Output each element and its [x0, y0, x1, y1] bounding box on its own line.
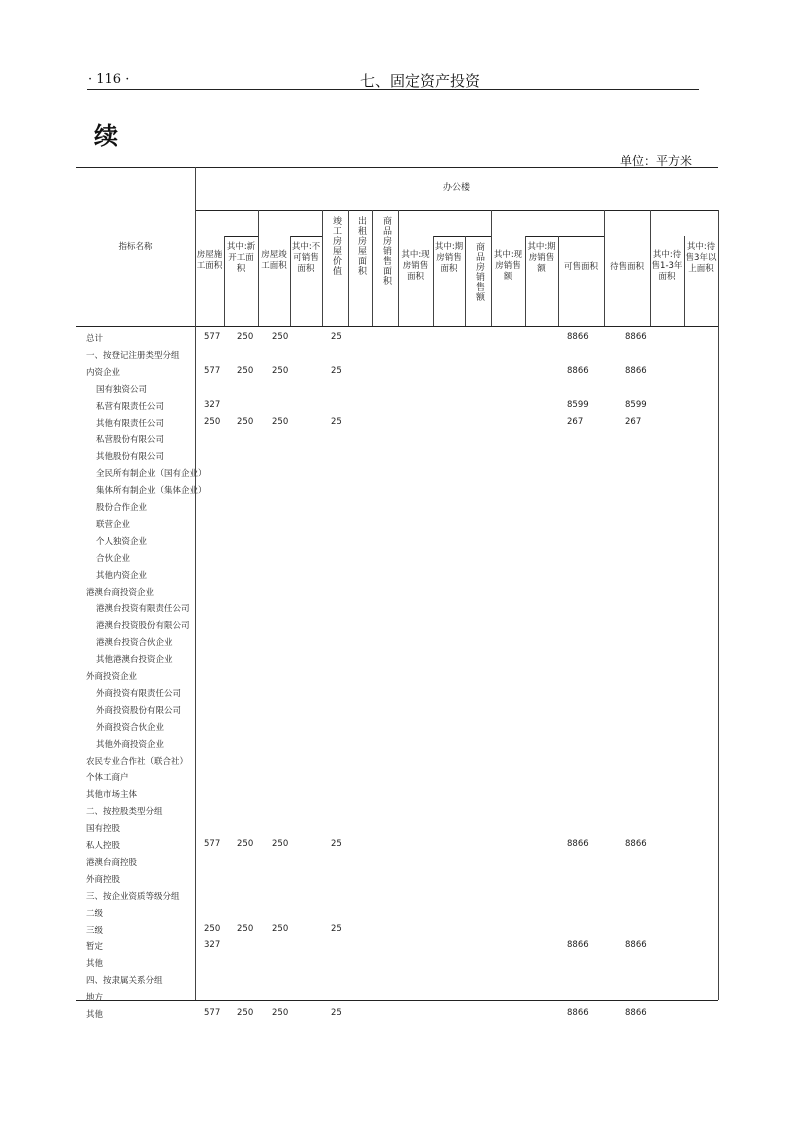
row-label: 联营企业 [96, 519, 131, 530]
row-label: 个人独资企业 [96, 536, 148, 547]
table-cell: 577 [204, 839, 221, 849]
row-label: 私营有限责任公司 [96, 401, 165, 412]
table-cell: 250 [272, 923, 289, 934]
table-cell: 250 [272, 839, 289, 849]
unit-label: 单位：平方米 [620, 154, 693, 168]
table-cell: 577 [204, 332, 221, 342]
table-cell: 8599 [625, 399, 647, 410]
row-label: 其他港澳台投资企业 [96, 655, 173, 666]
table-cell: 250 [272, 332, 289, 342]
column-header-c15: 其中:待售1-3年面积 [651, 250, 683, 282]
table-cell: 250 [237, 416, 254, 427]
row-label: 港澳台商控股 [86, 857, 138, 868]
table-cell: 8866 [625, 940, 647, 951]
table-top-rule [76, 167, 718, 168]
table-cell: 25 [331, 416, 342, 427]
row-label: 国有控股 [86, 824, 121, 835]
row-label: 集体所有制企业（集体企业） [96, 486, 207, 497]
table-cell: 8866 [567, 940, 589, 951]
column-header-c8: 其中:现房销售面积 [401, 250, 430, 282]
column-header-c12: 其中:期房销售额 [527, 242, 556, 274]
row-label: 私人控股 [86, 841, 121, 851]
table-cell: 8866 [567, 332, 589, 342]
row-label: 其他有限责任公司 [96, 418, 165, 429]
row-label: 二级 [86, 908, 104, 919]
stub-divider [195, 167, 196, 1000]
sub-header-rule [433, 236, 491, 237]
sub-header-rule [525, 236, 604, 237]
column-divider [348, 210, 349, 326]
table-cell: 250 [272, 416, 289, 427]
row-label: 其他内资企业 [96, 570, 148, 581]
column-header-c4: 其中:不可销售面积 [291, 242, 321, 274]
table-cell: 8866 [567, 1008, 589, 1018]
page-number: · 116 · [88, 72, 130, 87]
row-label: 港澳台商投资企业 [86, 587, 155, 598]
row-label: 港澳台投资合伙企业 [96, 638, 173, 649]
table-cell: 8866 [567, 839, 589, 849]
row-label: 其他外商投资企业 [96, 739, 165, 750]
row-label: 其他股份有限公司 [96, 452, 165, 463]
header-bottom-rule [76, 326, 718, 327]
column-header-c7: 商品房销售面积 [381, 216, 391, 286]
column-header-c16: 其中:待售3年以上面积 [685, 242, 717, 274]
table-cell: 267 [625, 416, 642, 427]
table-cell: 250 [204, 416, 221, 427]
column-header-c13: 可售面积 [563, 262, 598, 272]
table-cell: 250 [237, 332, 254, 342]
table-cell: 8866 [625, 1008, 647, 1018]
column-header-c11: 其中:现房销售额 [493, 250, 523, 282]
group-header-rule [195, 210, 718, 211]
column-divider [465, 236, 466, 326]
row-label: 三级 [86, 925, 104, 936]
column-divider [372, 210, 373, 326]
row-label: 全民所有制企业（国有企业） [96, 469, 207, 480]
table-right-border [718, 210, 719, 1000]
column-header-c3: 房屋竣工面积 [261, 250, 287, 271]
sub-header-rule [290, 236, 322, 237]
row-label: 其他 [86, 959, 104, 970]
row-label: 外商投资有限责任公司 [96, 688, 182, 699]
row-label: 内资企业 [86, 367, 121, 378]
column-header-c14: 待售面积 [609, 262, 644, 272]
column-header-c6: 出租房屋面积 [356, 216, 366, 276]
table-cell: 250 [237, 1008, 254, 1018]
table-cell: 250 [237, 923, 254, 934]
table-cell: 250 [272, 365, 289, 376]
table-bottom-rule [76, 1000, 718, 1001]
row-label: 私营股份有限公司 [96, 435, 165, 446]
sub-header-rule [224, 236, 258, 237]
column-header-c1: 房屋施工面积 [196, 250, 223, 271]
row-label: 股份合作企业 [96, 503, 148, 513]
row-label: 暂定 [86, 942, 104, 953]
column-header-c2: 其中:新开工面积 [226, 242, 256, 274]
table-cell: 250 [272, 1008, 289, 1018]
table-cell: 327 [204, 399, 221, 410]
continued-title: 续 [94, 122, 118, 150]
table-cell: 25 [331, 923, 342, 934]
header-rule [87, 89, 699, 90]
table-cell: 8866 [625, 332, 647, 342]
table-cell: 250 [237, 365, 254, 376]
table-cell: 577 [204, 1008, 221, 1018]
row-label: 一、按登记注册类型分组 [86, 350, 180, 361]
table-cell: 25 [331, 365, 342, 376]
table-cell: 8866 [567, 365, 589, 376]
row-label: 国有独资公司 [96, 384, 148, 395]
column-header-c10: 商品房销售额 [474, 242, 484, 302]
row-label: 二、按控股类型分组 [86, 807, 163, 818]
row-label: 其他 [86, 1010, 104, 1020]
row-label: 地方 [86, 993, 104, 1004]
row-label: 外商投资企业 [86, 672, 138, 682]
column-divider [558, 236, 559, 326]
table-cell: 8866 [625, 365, 647, 376]
column-header-c9: 其中:期房销售面积 [434, 242, 464, 274]
table-cell: 250 [204, 923, 221, 934]
row-label: 外商投资合伙企业 [96, 722, 165, 733]
row-label: 四、按隶属关系分组 [86, 976, 163, 987]
row-label: 合伙企业 [96, 553, 131, 564]
table-cell: 25 [331, 1008, 342, 1018]
table-cell: 327 [204, 940, 221, 951]
row-label: 其他市场主体 [86, 790, 138, 801]
table-cell: 577 [204, 365, 221, 376]
table-cell: 8599 [567, 399, 589, 410]
table-cell: 25 [331, 839, 342, 849]
row-label: 个体工商户 [86, 773, 129, 784]
table-cell: 250 [237, 839, 254, 849]
row-label: 农民专业合作社（联合社） [86, 756, 189, 767]
table-cell: 8866 [625, 839, 647, 849]
row-label: 外商投资股份有限公司 [96, 705, 182, 716]
chapter-title: 七、固定资产投资 [359, 72, 480, 90]
row-label: 外商控股 [86, 874, 121, 885]
row-label: 港澳台投资有限责任公司 [96, 604, 190, 615]
column-header-c5: 竣工房屋价值 [331, 216, 341, 276]
row-label: 港澳台投资股份有限公司 [96, 621, 190, 632]
row-label: 总计 [86, 334, 104, 344]
table-cell: 25 [331, 332, 342, 342]
table-cell: 267 [567, 416, 584, 427]
stub-header: 指标名称 [118, 242, 153, 252]
row-label: 三、按企业资质等级分组 [86, 891, 180, 902]
group-header: 办公楼 [442, 183, 470, 193]
column-divider [322, 210, 323, 326]
